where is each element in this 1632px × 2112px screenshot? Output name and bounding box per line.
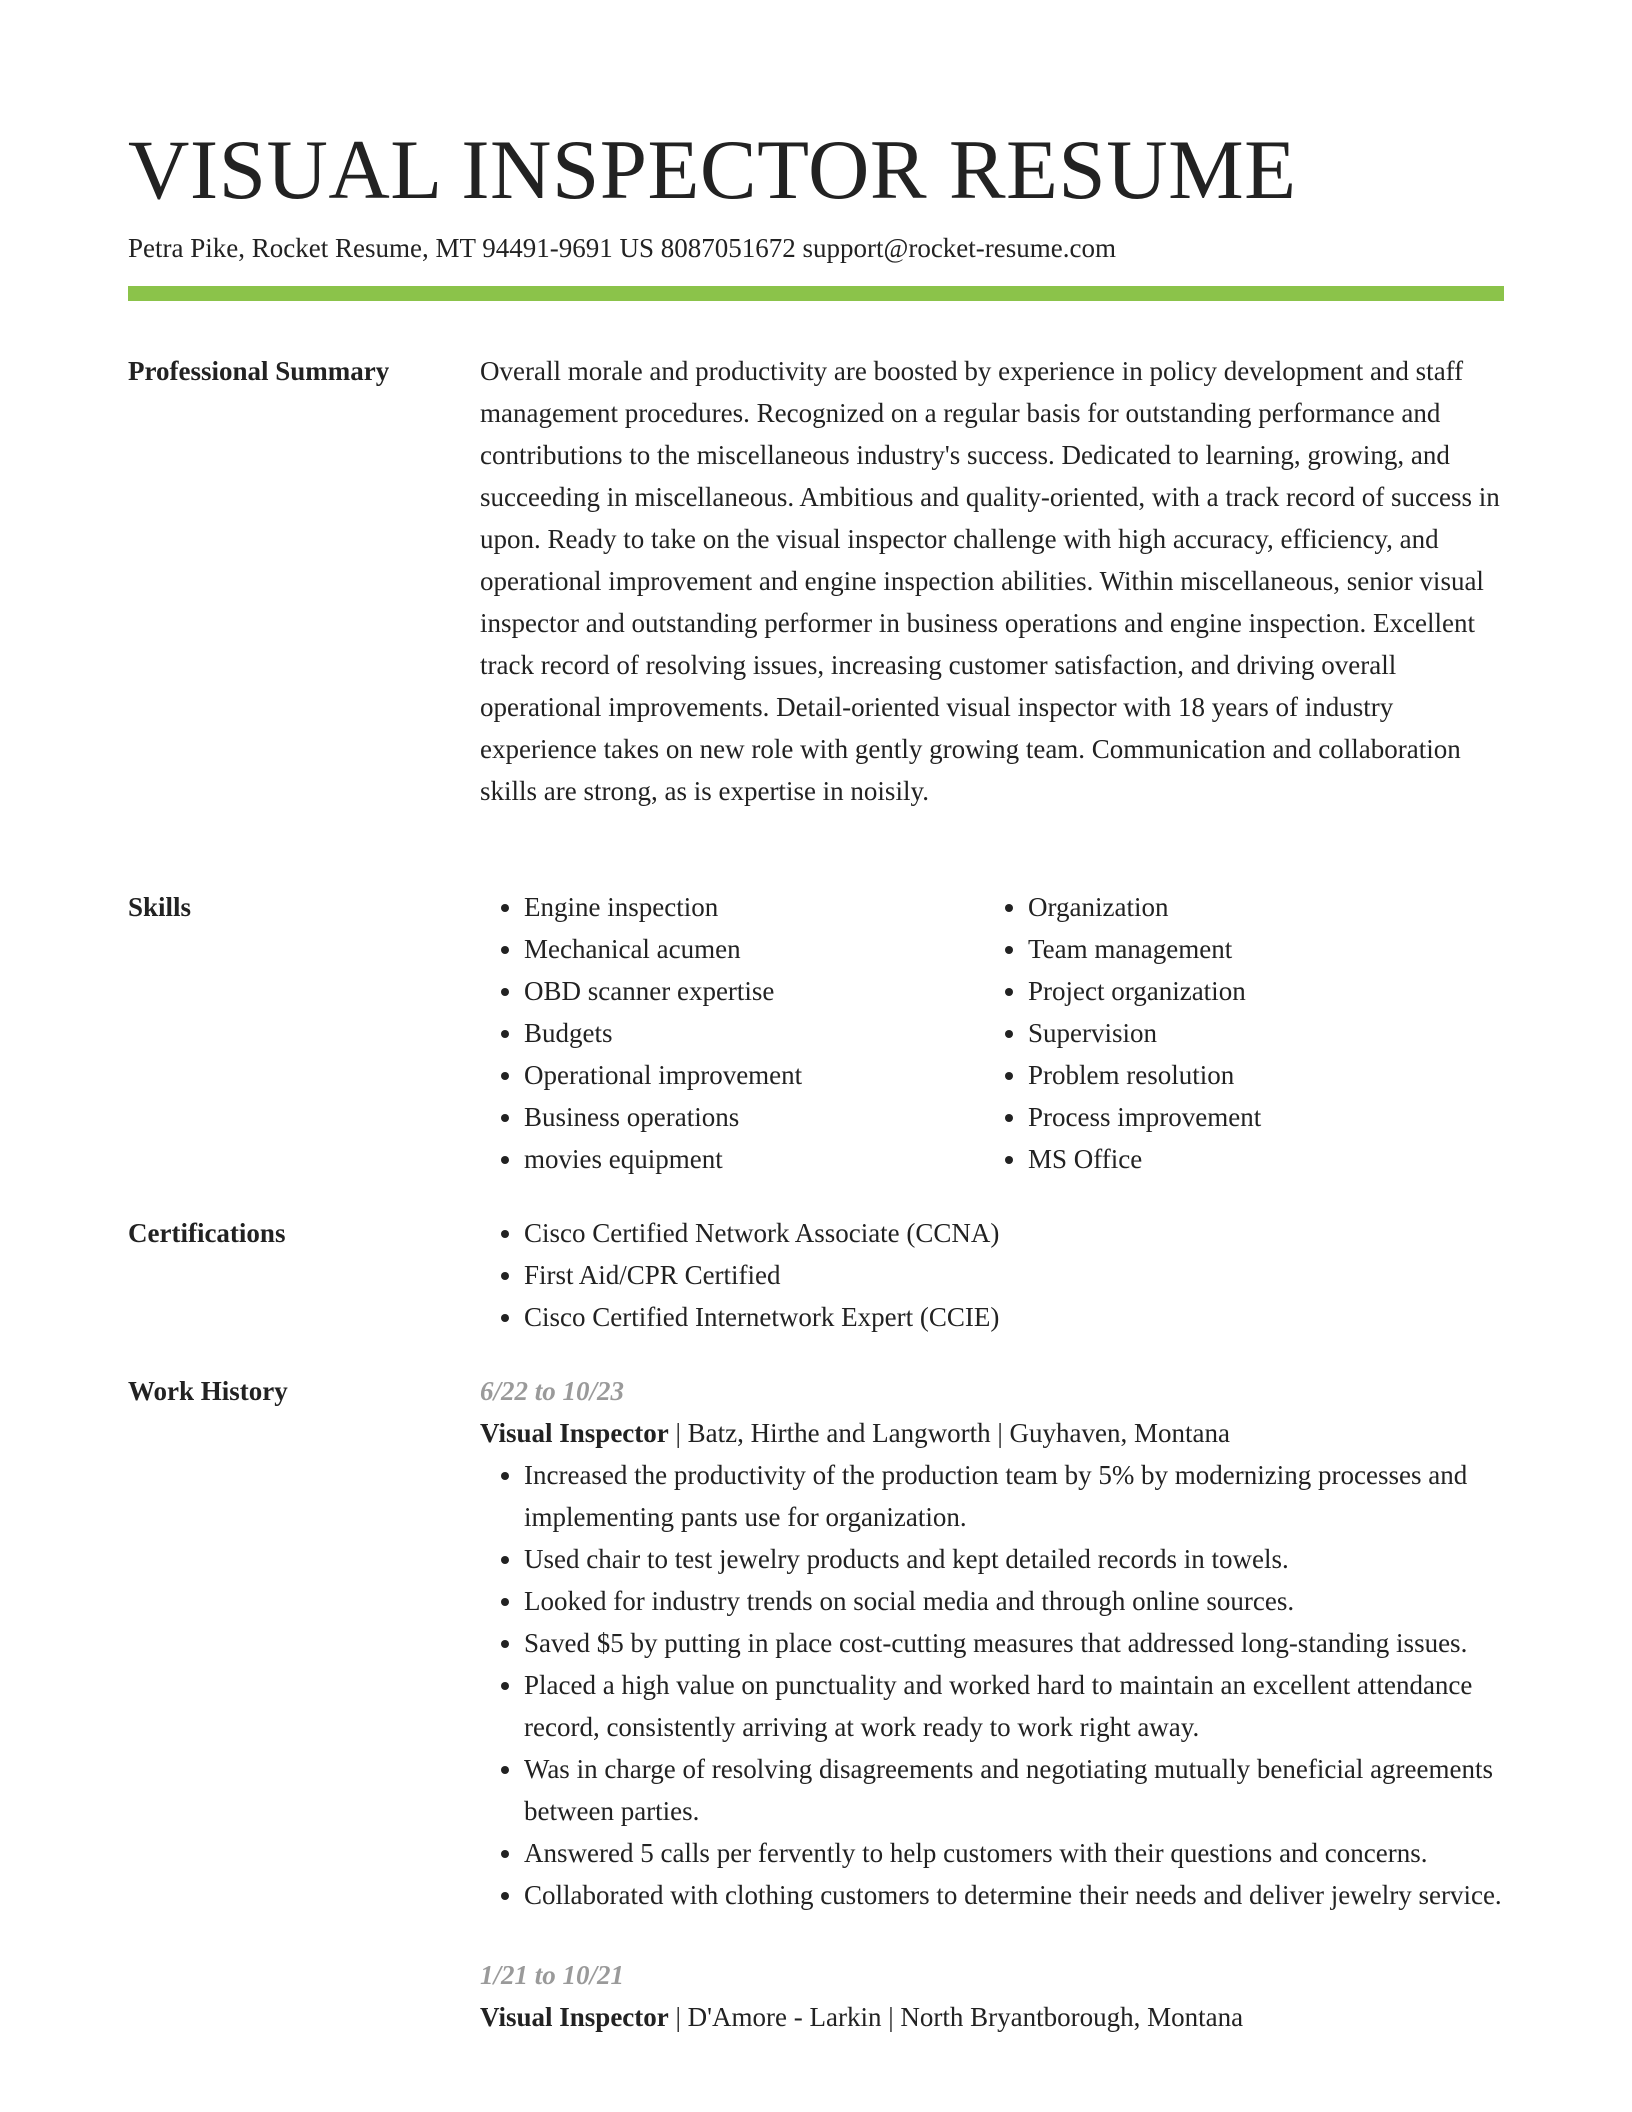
job-employer-location: | Batz, Hirthe and Langworth | Guyhaven, Montana — [668, 1418, 1230, 1448]
skills-list-left — [480, 886, 984, 1180]
job-employer-location: | D'Amore - Larkin | North Bryantborough, Montana — [668, 2002, 1244, 2032]
skill-item: • Team management — [1028, 928, 1488, 970]
certification-item: • Cisco Certified Internetwork Expert (CCIE) — [524, 1296, 1504, 1338]
certification-item: • Cisco Certified Network Associate (CCNA) — [524, 1212, 1504, 1254]
section-label-summary: Professional Summary — [128, 356, 390, 386]
skills-columns — [480, 886, 1504, 1180]
responsibility-item: • Placed a high value on punctuality and worked hard to maintain an excellent attendance record, consistently arriving at work ready to work right away. — [524, 1664, 1504, 1748]
job-title: Visual Inspector — [480, 1418, 669, 1448]
skill-item: • Supervision — [1028, 1012, 1488, 1054]
skill-item: • Business operations — [524, 1096, 984, 1138]
resume-title: VISUAL INSPECTOR RESUME — [128, 123, 1297, 217]
job-heading — [480, 1996, 1504, 2038]
skill-item: • MS Office — [1028, 1138, 1488, 1180]
job-heading — [480, 1412, 1504, 1454]
work-history-body — [480, 1370, 1504, 2038]
job-entry — [480, 1370, 1504, 1916]
certification-item: • First Aid/CPR Certified — [524, 1254, 1504, 1296]
skill-item: • Budgets — [524, 1012, 984, 1054]
accent-divider — [128, 286, 1504, 301]
job-dates: 1/21 to 10/21 — [480, 1960, 625, 1990]
certifications-list — [480, 1212, 1504, 1338]
skills-column-left — [480, 886, 984, 1180]
skill-item: • Engine inspection — [524, 886, 984, 928]
section-label-skills: Skills — [128, 892, 192, 922]
responsibility-item: • Collaborated with clothing customers to determine their needs and deliver jewelry service. — [524, 1874, 1504, 1916]
job-entry — [480, 1954, 1504, 2038]
job-responsibilities — [480, 1454, 1504, 1916]
responsibility-item: • Increased the productivity of the production team by 5% by modernizing processes and implementing pants use for organization. — [524, 1454, 1504, 1538]
skill-item: • Operational improvement — [524, 1054, 984, 1096]
section-label-work-history: Work History — [128, 1376, 288, 1406]
skills-list-right — [984, 886, 1488, 1180]
skills-column-right — [984, 886, 1488, 1180]
skill-item: • movies equipment — [524, 1138, 984, 1180]
responsibility-item: • Saved $5 by putting in place cost-cutting measures that addressed long-standing issues. — [524, 1622, 1504, 1664]
responsibility-item: • Looked for industry trends on social media and through online sources. — [524, 1580, 1504, 1622]
job-title: Visual Inspector — [480, 2002, 669, 2032]
skill-item: • Problem resolution — [1028, 1054, 1488, 1096]
skill-item: • Project organization — [1028, 970, 1488, 1012]
skill-item: • Mechanical acumen — [524, 928, 984, 970]
summary-body — [480, 350, 1504, 812]
skills-body — [480, 886, 1504, 1180]
job-dates: 6/22 to 10/23 — [480, 1376, 625, 1406]
summary-text: Overall morale and productivity are boosted by experience in policy development and staff management procedures. Recognized on a regular basis for outstanding performance and contributions to the miscellaneous industry's success. Dedicated to learning, growing, and succeeding in miscellaneous. Ambitious and quality-oriented, with a track record of success in upon. Ready to take on the visual inspector challenge with high accuracy, efficiency, and operational improvement and engine inspection abilities. Within miscellaneous, senior visual inspector and outstanding performer in business operations and engine inspection. Excellent track record of resolving issues, increasing customer satisfaction, and driving overall operational improvements. Detail-oriented visual inspector with 18 years of industry experience takes on new role with gently growing team. Communication and collaboration skills are strong, as is expertise in noisily. — [480, 356, 1500, 806]
section-label-certifications: Certifications — [128, 1218, 286, 1248]
responsibility-item: • Was in charge of resolving disagreements and negotiating mutually beneficial agreements between parties. — [524, 1748, 1504, 1832]
responsibility-item: • Answered 5 calls per fervently to help customers with their questions and concerns. — [524, 1832, 1504, 1874]
skill-item: • Process improvement — [1028, 1096, 1488, 1138]
certifications-body — [480, 1212, 1504, 1338]
skill-item: • OBD scanner expertise — [524, 970, 984, 1012]
skill-item: • Organization — [1028, 886, 1488, 928]
responsibility-item: • Used chair to test jewelry products and kept detailed records in towels. — [524, 1538, 1504, 1580]
contact-info: Petra Pike, Rocket Resume, MT 94491-9691 US 8087051672 support@rocket-resume.com — [128, 233, 1116, 263]
